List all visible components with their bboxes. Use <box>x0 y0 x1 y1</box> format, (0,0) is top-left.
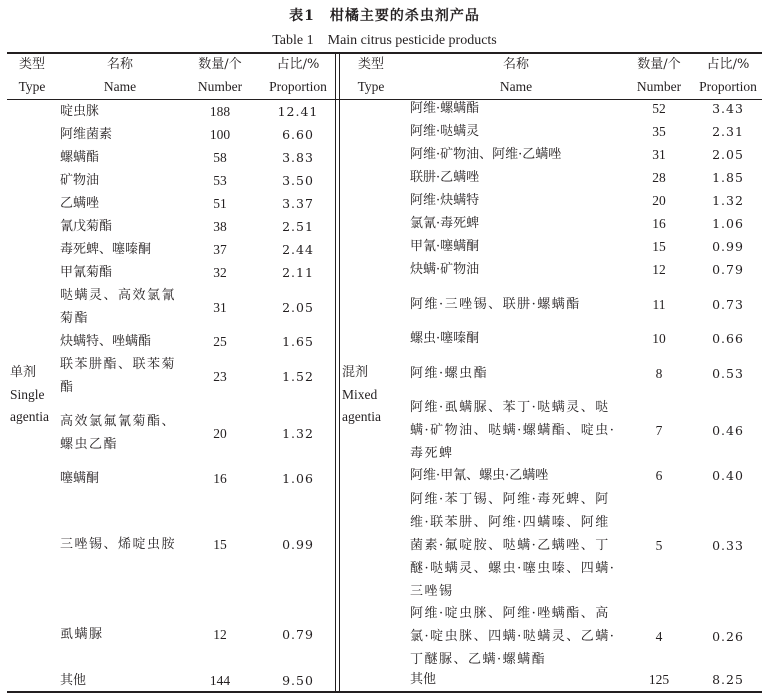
cell-number-text: 58 <box>213 150 227 165</box>
cell-number <box>624 603 694 669</box>
cell-proportion <box>262 169 334 192</box>
cell-proportion-text: 0.46 <box>712 422 744 438</box>
header-type-cn: 类型 <box>18 57 45 72</box>
cell-proportion-text: 0.73 <box>712 296 744 312</box>
header-name-cn: 名称 <box>106 57 133 72</box>
cell-name-text: 其他 <box>410 671 437 687</box>
column-divider-right <box>339 52 340 692</box>
left-type-cn: 单剂 <box>10 365 37 380</box>
cell-proportion <box>692 487 764 603</box>
left-type-en-2: agentia <box>10 409 49 424</box>
header-number-cn: 数量/个 <box>198 57 242 72</box>
cell-proportion-text: 3.43 <box>712 101 744 116</box>
cell-number-text: 125 <box>648 671 670 687</box>
right-type-cn: 混剂 <box>342 365 369 380</box>
cell-name-text: 噻螨酮 <box>60 471 100 486</box>
header-proportion-cn: 占比/% <box>276 57 320 72</box>
cell-proportion-text: 2.44 <box>282 242 314 257</box>
header-type-en: Type <box>18 79 46 94</box>
cell-number-text: 31 <box>213 299 227 315</box>
cell-number <box>186 598 254 670</box>
cell-name-text: 矿物油 <box>60 173 100 188</box>
cell-number <box>624 464 694 487</box>
cell-proportion <box>692 396 764 464</box>
cell-number <box>624 350 694 396</box>
cell-number <box>186 123 254 146</box>
cell-proportion <box>262 146 334 169</box>
cell-name <box>60 238 180 261</box>
cell-proportion-text: 1.52 <box>282 368 314 384</box>
cell-proportion-text: 0.99 <box>282 536 314 552</box>
table-caption-cn: 表1 柑橘主要的杀虫剂产品 <box>289 8 480 24</box>
header-name-cn: 名称 <box>502 57 529 72</box>
cell-name-text: 炔螨·矿物油 <box>410 262 480 277</box>
cell-number-text: 51 <box>213 196 227 211</box>
cell-proportion-text: 3.37 <box>282 196 314 211</box>
cell-proportion <box>692 189 764 212</box>
cell-number <box>186 261 254 284</box>
cell-number-text: 32 <box>213 265 227 280</box>
cell-number <box>624 396 694 464</box>
cell-name-text: 阿维·三唑锡、联肼·螺螨酯 <box>410 296 581 312</box>
cell-name <box>410 120 624 143</box>
cell-name <box>410 350 624 396</box>
cell-proportion-text: 12.41 <box>277 104 319 119</box>
left-type-en-1: Single <box>10 387 45 402</box>
cell-proportion-text: 1.32 <box>712 193 744 208</box>
cell-name-text: 三唑锡、烯啶虫胺 <box>60 536 177 552</box>
cell-number-text: 10 <box>652 331 666 346</box>
cell-number-text: 37 <box>213 242 227 257</box>
right-type-en-1: Mixed <box>342 387 378 402</box>
cell-number <box>186 284 254 330</box>
cell-number <box>186 215 254 238</box>
cell-number-text: 4 <box>655 628 663 644</box>
cell-name-text: 炔螨特、唑螨酯 <box>60 334 152 349</box>
cell-proportion-text: 2.11 <box>282 265 314 280</box>
cell-name-text: 阿维·螺螨酯 <box>410 101 480 116</box>
cell-number <box>186 353 254 399</box>
cell-name <box>60 192 180 215</box>
cell-proportion <box>262 598 334 670</box>
cell-number <box>624 281 694 327</box>
cell-number-text: 31 <box>652 147 666 162</box>
cell-number <box>624 258 694 281</box>
cell-proportion <box>262 467 334 490</box>
cell-number <box>624 669 694 689</box>
cell-proportion <box>692 143 764 166</box>
cell-name <box>410 464 624 487</box>
cell-name-text: 氯氰·毒死蜱 <box>410 216 480 231</box>
cell-proportion-text: 1.32 <box>282 425 314 441</box>
cell-proportion <box>262 123 334 146</box>
cell-number-text: 12 <box>652 262 666 277</box>
cell-proportion <box>262 284 334 330</box>
cell-number-text: 28 <box>652 170 666 185</box>
cell-name-text: 甲氰·噻螨酮 <box>410 239 480 254</box>
cell-proportion-text: 2.51 <box>282 219 314 234</box>
cell-number-text: 53 <box>213 173 227 188</box>
cell-number-text: 25 <box>213 334 227 349</box>
cell-name <box>60 215 180 238</box>
cell-number <box>624 212 694 235</box>
cell-number <box>624 235 694 258</box>
cell-name <box>410 212 624 235</box>
cell-proportion-text: 0.79 <box>282 626 314 642</box>
cell-name <box>60 169 180 192</box>
cell-name-text: 其他 <box>60 672 87 688</box>
cell-number-text: 6 <box>655 468 663 483</box>
cell-name <box>410 327 624 350</box>
cell-proportion-text: 0.99 <box>712 239 744 254</box>
cell-number-text: 15 <box>213 536 227 552</box>
cell-proportion-text: 3.83 <box>282 150 314 165</box>
cell-number <box>186 238 254 261</box>
cell-number-text: 23 <box>213 368 227 384</box>
cell-proportion <box>692 603 764 669</box>
header-proportion-en: Proportion <box>269 79 327 94</box>
cell-number-text: 5 <box>655 537 663 553</box>
cell-name <box>60 284 180 330</box>
cell-name-text: 阿维·甲氰、螺虫·乙螨唑 <box>410 468 549 483</box>
cell-proportion-text: 0.53 <box>712 365 744 381</box>
cell-name-text: 高效氯氟氰菊酯、螺虫乙酯 <box>60 414 177 452</box>
cell-number-text: 7 <box>655 422 663 438</box>
cell-proportion <box>262 353 334 399</box>
cell-proportion-text: 0.79 <box>712 262 744 277</box>
header-number-en: Number <box>197 79 243 94</box>
cell-number-text: 38 <box>213 219 227 234</box>
cell-number-text: 12 <box>213 626 227 642</box>
header-type-cn: 类型 <box>357 57 384 72</box>
cell-name <box>60 490 180 598</box>
cell-name-text: 乙螨唑 <box>60 196 100 211</box>
cell-name <box>410 143 624 166</box>
cell-name-text: 联肼·乙螨唑 <box>410 170 480 185</box>
cell-proportion <box>692 166 764 189</box>
cell-number <box>624 327 694 350</box>
cell-number <box>624 487 694 603</box>
cell-name-text: 阿维·炔螨特 <box>410 193 480 208</box>
cell-name <box>60 598 180 670</box>
cell-proportion-text: 8.25 <box>712 671 744 687</box>
cell-number-text: 52 <box>652 101 666 116</box>
cell-name-text: 氰戊菊酯 <box>60 219 113 234</box>
cell-number <box>186 330 254 353</box>
cell-number <box>186 670 254 690</box>
cell-proportion <box>692 235 764 258</box>
cell-proportion <box>692 350 764 396</box>
cell-proportion-text: 2.05 <box>282 299 314 315</box>
cell-number <box>624 97 694 120</box>
cell-number <box>186 100 254 123</box>
header-proportion-en: Proportion <box>699 79 757 94</box>
cell-number-text: 20 <box>652 193 666 208</box>
cell-proportion-text: 3.50 <box>282 173 314 188</box>
cell-name <box>410 235 624 258</box>
cell-number-text: 15 <box>652 239 666 254</box>
cell-name-text: 阿维·虱螨脲、苯丁·哒螨灵、哒螨·矿物油、哒螨·螺螨酯、啶虫·毒死蜱 <box>410 399 616 461</box>
cell-name <box>60 146 180 169</box>
cell-number <box>186 467 254 490</box>
cell-name-text: 哒螨灵、高效氯氰菊酯 <box>60 288 177 326</box>
cell-proportion <box>262 238 334 261</box>
cell-proportion-text: 1.06 <box>282 471 314 486</box>
header-name-en: Name <box>499 79 533 94</box>
cell-name <box>60 123 180 146</box>
cell-name <box>60 100 180 123</box>
cell-number-text: 35 <box>652 124 666 139</box>
cell-name <box>60 261 180 284</box>
cell-proportion <box>262 261 334 284</box>
cell-proportion <box>262 100 334 123</box>
cell-number-text: 100 <box>209 127 231 142</box>
cell-name <box>60 399 180 467</box>
cell-name-text: 螺螨酯 <box>60 150 100 165</box>
right-type-en-2: agentia <box>342 409 381 424</box>
cell-proportion <box>262 490 334 598</box>
cell-proportion <box>262 192 334 215</box>
cell-proportion-text: 1.65 <box>282 334 314 349</box>
cell-proportion <box>692 669 764 689</box>
cell-number-text: 144 <box>209 672 231 688</box>
cell-proportion <box>262 399 334 467</box>
cell-proportion-text: 0.66 <box>712 331 744 346</box>
cell-name-text: 阿维·苯丁锡、阿维·毒死蜱、阿维·联苯肼、阿维·四螨嗪、阿维菌素·氟啶胺、哒螨·乙螨唑、丁醚·哒螨灵、螺虫·噻虫嗪、四螨·三唑锡 <box>410 491 616 599</box>
cell-proportion-text: 0.40 <box>712 468 744 483</box>
cell-name-text: 联苯肼酯、联苯菊酯 <box>60 357 177 395</box>
header-number-en: Number <box>636 79 682 94</box>
cell-number <box>186 146 254 169</box>
cell-number <box>624 120 694 143</box>
cell-name <box>410 97 624 120</box>
cell-name-text: 毒死蜱、噻嗪酮 <box>60 242 152 257</box>
bottom-rule <box>7 691 762 693</box>
cell-number-text: 16 <box>213 471 227 486</box>
header-number-cn: 数量/个 <box>637 57 681 72</box>
cell-name-text: 虱螨脲 <box>60 626 104 642</box>
cell-proportion-text: 9.50 <box>282 672 314 688</box>
cell-number-text: 20 <box>213 425 227 441</box>
cell-proportion <box>262 670 334 690</box>
cell-proportion-text: 0.26 <box>712 628 744 644</box>
cell-number <box>624 166 694 189</box>
cell-name <box>410 396 624 464</box>
table-caption-en: Table 1 Main citrus pesticide products <box>272 33 497 48</box>
cell-name <box>60 330 180 353</box>
cell-name-text: 阿维·啶虫脒、阿维·唑螨酯、高氯·啶虫脒、四螨·哒螨灵、乙螨·丁醚脲、乙螨·螺螨酯 <box>410 605 616 667</box>
cell-name <box>410 281 624 327</box>
cell-name-text: 阿维·螺虫酯 <box>410 365 489 381</box>
cell-name <box>410 189 624 212</box>
cell-proportion <box>692 281 764 327</box>
cell-name <box>410 258 624 281</box>
cell-name <box>410 603 624 669</box>
header-proportion-cn: 占比/% <box>706 57 750 72</box>
cell-proportion-text: 6.60 <box>282 127 314 142</box>
cell-proportion-text: 2.31 <box>712 124 744 139</box>
cell-proportion <box>692 97 764 120</box>
cell-name-text: 阿维·矿物油、阿维·乙螨唑 <box>410 147 562 162</box>
cell-proportion <box>692 120 764 143</box>
cell-proportion-text: 0.33 <box>712 537 744 553</box>
cell-number <box>186 169 254 192</box>
cell-number <box>624 143 694 166</box>
header-name-en: Name <box>103 79 137 94</box>
cell-name <box>60 467 180 490</box>
cell-proportion <box>262 330 334 353</box>
cell-number-text: 11 <box>652 296 666 312</box>
cell-proportion-text: 1.06 <box>712 216 744 231</box>
cell-name-text: 螺虫·噻嗪酮 <box>410 331 480 346</box>
cell-proportion-text: 1.85 <box>712 170 744 185</box>
cell-number-text: 8 <box>655 365 663 381</box>
cell-number <box>624 189 694 212</box>
cell-number-text: 188 <box>209 104 231 119</box>
cell-name <box>410 487 624 603</box>
cell-name <box>60 353 180 399</box>
cell-name-text: 阿维·哒螨灵 <box>410 124 480 139</box>
cell-number <box>186 192 254 215</box>
cell-name-text: 啶虫脒 <box>60 104 100 119</box>
cell-proportion-text: 2.05 <box>712 147 744 162</box>
cell-number-text: 16 <box>652 216 666 231</box>
cell-proportion <box>692 212 764 235</box>
cell-proportion <box>692 327 764 350</box>
cell-name-text: 甲氰菊酯 <box>60 265 113 280</box>
cell-proportion <box>692 258 764 281</box>
cell-name <box>410 669 624 689</box>
cell-number <box>186 399 254 467</box>
cell-proportion <box>262 215 334 238</box>
column-divider-left <box>335 52 336 692</box>
cell-number <box>186 490 254 598</box>
cell-name-text: 阿维菌素 <box>60 127 113 142</box>
cell-name <box>60 670 180 690</box>
header-type-en: Type <box>357 79 385 94</box>
cell-proportion <box>692 464 764 487</box>
cell-name <box>410 166 624 189</box>
